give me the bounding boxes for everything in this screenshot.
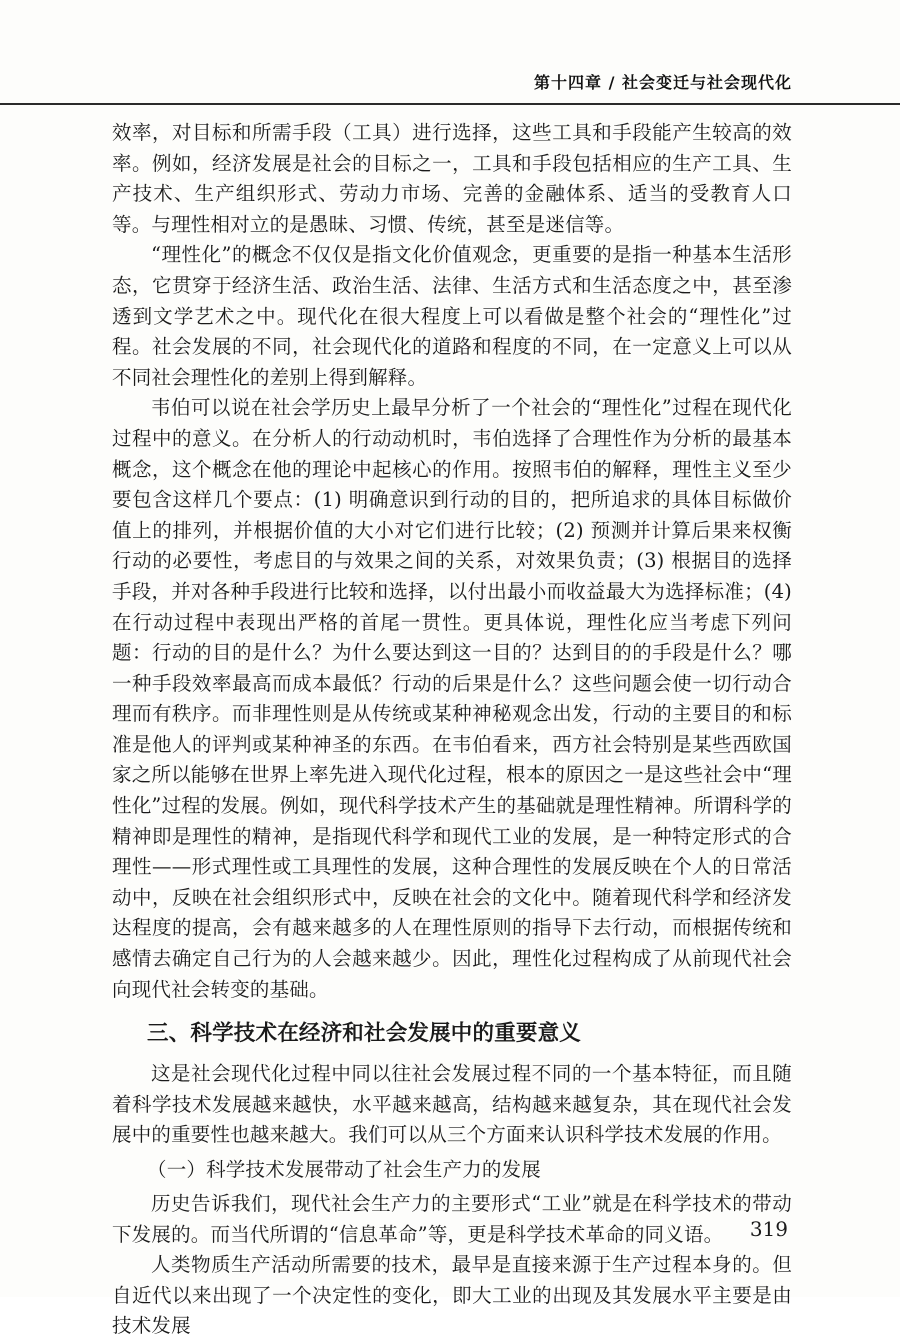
subsection-heading: （一）科学技术发展带动了社会生产力的发展	[147, 1158, 542, 1181]
paragraph-continued: 效率，对目标和所需手段（工具）进行选择，这些工具和手段能产生较高的效率。例如，经济发展是社会的目标之一，工具和手段包括相应的生产工具、生产技术、生产组织形式、劳动力市场、完善的金融体系、适当的受教育人口等。与理性相对立的是愚昧、习惯、传统，甚至是迷信等。	[112, 121, 792, 236]
paragraph-rationalization-concept: “理性化”的概念不仅仅是指文化价值观念，更重要的是指一种基本生活形态，它贯穿于经济生活、政治生活、法律、生活方式和生活态度之中，甚至渗透到文学艺术之中。现代化在很大程度上可以看做是整个社会的“理性化”过程。社会发展的不同，社会现代化的道路和程度的不同，在一定意义上可以从不同社会理性化的差别上得到解释。	[112, 243, 792, 389]
page-number: 319	[749, 1217, 788, 1241]
header-rule	[0, 103, 900, 105]
body-text	[112, 118, 792, 1342]
section-heading: 三、科学技术在经济和社会发展中的重要意义	[147, 1021, 582, 1047]
running-header: 第十四章 / 社会变迁与社会现代化	[534, 73, 792, 92]
paragraph-weber: 韦伯可以说在社会学历史上最早分析了一个社会的“理性化”过程在现代化过程中的意义。在分析人的行动动机时，韦伯选择了合理性作为分析的最基本概念，这个概念在他的理论中起核心的作用。按照韦伯的解释，理性主义至少要包含这样几个要点：(1) 明确意识到行动的目的，把所追求的具体目标做价值上的排列，并根据价值的大小对它们进行比较；(2) 预测并计算后果来权衡行动的必要性，考虑目的与效果之间的关系，对效果负责；(3) 根据目的选择手段，并对各种手段进行比较和选择，以付出最小而收益最大为选择标准；(4) 在行动过程中表现出严格的首尾一贯性。更具体说，理性化应当考虑下列问题：行动的目的是什么？为什么要达到这一目的？达到目的的手段是什么？哪一种手段效率最高而成本最低？行动的后果是什么？这些问题会使一切行动合理而有秩序。而非理性则是从传统或某种神秘观念出发，行动的主要目的和标准是他人的评判或某种神圣的东西。在韦伯看来，西方社会特别是某些西欧国家之所以能够在世界上率先进入现代化过程，根本的原因之一是这些社会中“理性化”过程的发展。例如，现代科学技术产生的基础就是理性精神。所谓科学的精神即是理性的精神，是指现代科学和现代工业的发展，是一种特定形式的合理性——形式理性或工具理性的发展，这种合理性的发展反映在个人的日常活动中，反映在社会组织形式中，反映在社会的文化中。随着现代科学和经济发达程度的提高，会有越来越多的人在理性原则的指导下去行动，而根据传统和感情去确定自己行为的人会越来越少。因此，理性化过程构成了从前现代社会向现代社会转变的基础。	[112, 396, 792, 1001]
paragraph-technology: 人类物质生产活动所需要的技术，最早是直接来源于生产过程本身的。但自近代以来出现了一个决定性的变化，即大工业的出现及其发展水平主要是由技术发展	[112, 1253, 792, 1338]
paragraph-section-intro: 这是社会现代化过程中同以往社会发展过程不同的一个基本特征，而且随着科学技术发展越来越快，水平越来越高，结构越来越复杂，其在现代社会发展中的重要性也越来越大。我们可以从三个方面来认识科学技术发展的作用。	[112, 1062, 792, 1147]
paragraph-history: 历史告诉我们，现代社会生产力的主要形式“工业”就是在科学技术的带动下发展的。而当代所谓的“信息革命”等，更是科学技术革命的同义语。	[112, 1192, 792, 1246]
